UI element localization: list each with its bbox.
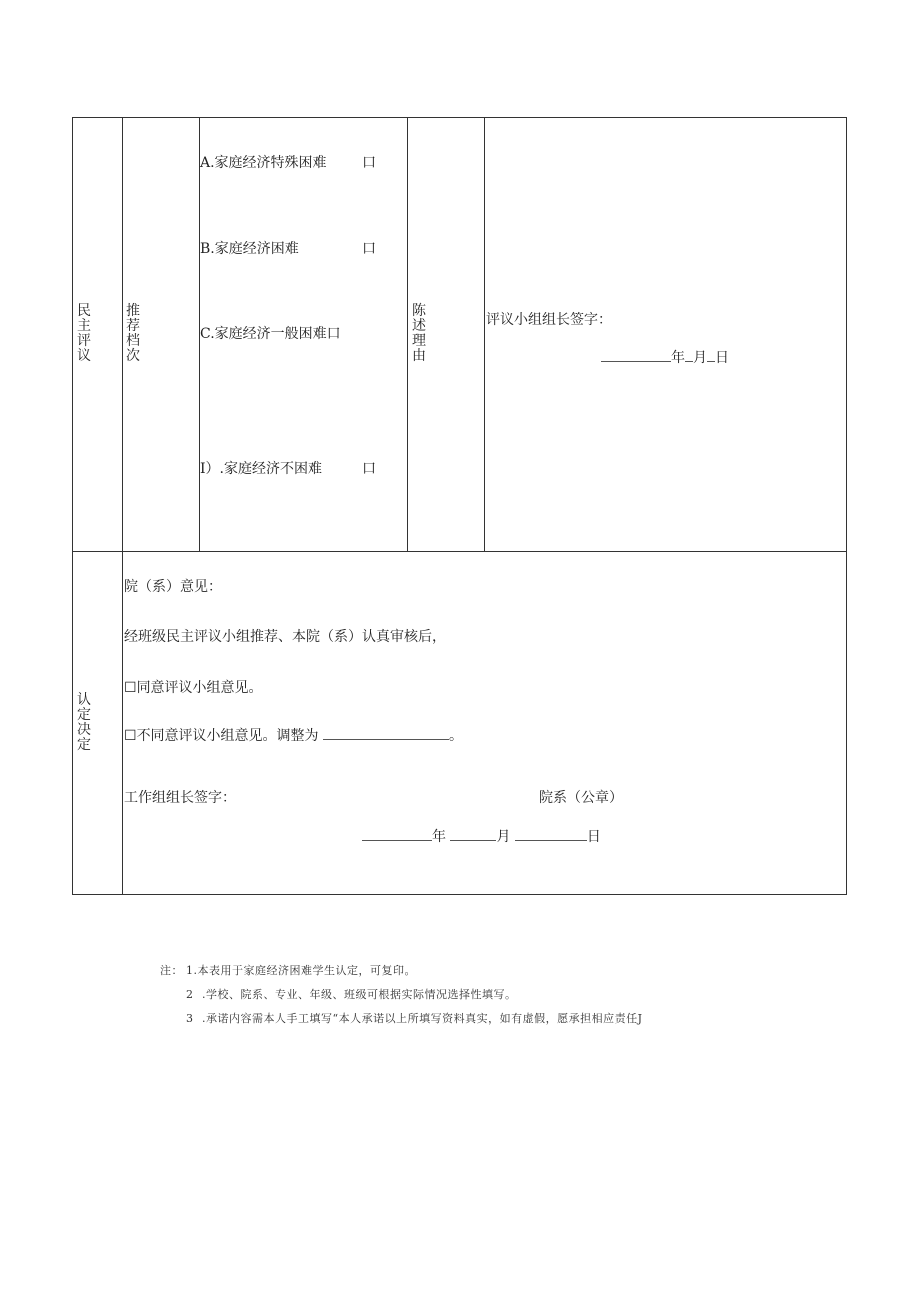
decision-year-blank[interactable] [362,828,432,841]
table-middle-border [72,551,847,552]
agree-checkbox[interactable]: ☐ [124,680,137,696]
options-column-divider [407,117,408,552]
table-right-border [846,117,847,895]
table-bottom-border [72,894,847,895]
decision-day-label: 日 [586,829,601,845]
evaluation-leader-sign-label: 评议小组组长签字： [486,312,612,328]
table-top-border [72,117,847,118]
reason-column-divider [484,117,485,552]
reason-label: 陈述理由 [412,303,426,364]
evaluation-month-blank[interactable] [685,349,693,362]
evaluation-month-label: 月 [693,350,707,366]
option-c-text: C.家庭经济一般困难口 [200,326,341,342]
note-item-1 [186,962,416,978]
decision-section-label: 认定决定 [77,692,91,753]
option-b-text: B.家庭经济困难 [200,241,299,257]
disagree-end: 。 [449,728,464,744]
label-column-divider [122,117,123,895]
table-left-border [72,117,73,895]
note-text: .承诺内容需本人手工填写“本人承诺以上所填写资料真实，如有虚假，愿承担相应责任J [202,1012,643,1025]
dept-opinion-label: 院（系）意见： [124,579,222,595]
evaluation-day-label: 日 [715,350,729,366]
option-a-checkbox[interactable]: 口 [362,155,376,171]
disagree-option[interactable] [124,725,463,745]
decision-leader-sign-label: 工作组组长签字： [124,790,236,806]
evaluation-year-blank[interactable] [601,349,671,362]
decision-date [362,826,601,846]
evaluation-day-blank[interactable] [707,349,715,362]
disagree-checkbox[interactable]: ☐ [124,728,137,744]
decision-day-blank[interactable] [515,828,587,841]
stamp-label: 院系（公章） [539,790,623,806]
option-b-checkbox[interactable]: 口 [362,241,376,257]
note-number: 2 [186,988,194,1001]
evaluation-section-label: 民主评议 [77,303,91,364]
option-d-checkbox[interactable]: 口 [362,461,376,477]
decision-month-label: 月 [496,829,511,845]
review-text: 经班级民主评议小组推荐、本院（系）认真审核后， [124,629,446,645]
grade-label: 推荐档次 [126,303,140,364]
agree-text: 同意评议小组意见。 [136,680,263,696]
note-item-2 [186,986,517,1002]
option-d-text: I）.家庭经济不困难 [200,461,322,477]
note-text: 本表用于家庭经济困难学生认定，可复印。 [197,964,416,977]
evaluation-year-label: 年 [671,350,685,366]
note-number: 3 [186,1012,194,1025]
note-number: 1. [186,964,198,977]
evaluation-date [601,347,729,367]
decision-month-blank[interactable] [450,828,496,841]
disagree-text: 不同意评议小组意见。调整为 [136,728,319,744]
decision-year-label: 年 [432,829,446,845]
option-a-text: A.家庭经济特殊困难 [200,155,327,171]
note-text: .学校、院系、专业、年级、班级可根据实际情况选择性填写。 [202,988,517,1001]
notes-prefix: 注： [160,964,183,977]
adjust-to-blank[interactable] [323,727,449,740]
agree-option[interactable] [124,677,263,697]
note-item-3 [186,1010,643,1026]
